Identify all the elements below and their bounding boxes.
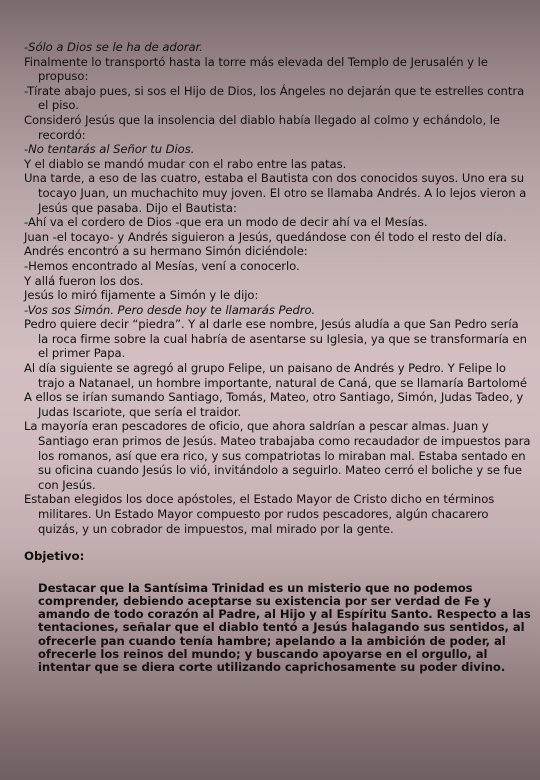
document-text	[24, 40, 532, 674]
paragraph: Y el diablo se mandó mudar con el rabo entre las patas.	[24, 156, 347, 171]
paragraph: Y allá fueron los dos.	[24, 273, 144, 288]
paragraph: A ellos se irían sumando Santiago, Tomás, Mateo, otro Santiago, Simón, Judas Tadeo, y Judas Iscariote, que sería el traidor.	[24, 390, 524, 419]
paragraph: Jesús lo miró fijamente a Simón y le dijo:	[24, 288, 259, 303]
paragraph: Consideró Jesús que la insolencia del diablo había llegado al colmo y echándolo, le recordó:	[24, 112, 500, 142]
paragraph: -No tentarás al Señor tu Dios.	[24, 142, 195, 157]
paragraph: -Hemos encontrado al Mesías, vení a conocerlo.	[24, 258, 300, 273]
paragraph: Una tarde, a eso de las cuatro, estaba el Bautista con dos conocidos suyos. Uno era su tocayo Juan, un muchachito muy joven. El otro se llamaba Andrés. A lo lejos vieron a Jesús que pasaba. Dijo el Bautista:	[24, 171, 527, 215]
objective-heading: Objetivo:	[24, 549, 85, 564]
paragraph: -Sólo a Dios se le ha de adorar.	[24, 40, 203, 54]
paragraph: -Ahí va el cordero de Dios -que era un modo de decir ahí va el Mesías.	[24, 215, 428, 230]
paragraph: Estaban elegidos los doce apóstoles, el Estado Mayor de Cristo dicho en términos militares. Un Estado Mayor compuesto por rudos pescadores, algún chacarero quizás, y un cobrador de impuestos, mal mirado por la gente.	[24, 492, 495, 536]
paragraph: La mayoría eran pescadores de oficio, que ahora saldrían a pescar almas. Juan y Santiago eran primos de Jesús. Mateo trabajaba como recaudador de impuestos para los romanos, así que era rico, y sus compatriotas lo miraban mal. Estaba sentado en su oficina cuando Jesús lo vió, invitándolo a seguirlo. Mateo cerró el boliche y se fue con Jesús.	[24, 419, 531, 492]
story-paragraphs	[24, 40, 532, 536]
paragraph: -Tírate abajo pues, si sos el Hijo de Dios, los Ángeles no dejarán que te estrelles contra el piso.	[24, 83, 525, 113]
paragraph: Pedro quiere decir “piedra”. Y al darle ese nombre, Jesús aludía a que San Pedro sería la roca firme sobre la cual habría de asentarse su Iglesia, ya que se transformaría en el primer Papa.	[24, 317, 527, 361]
paragraph: Al día siguiente se agregó al grupo Felipe, un paisano de Andrés y Pedro. Y Felipe lo trajo a Natanael, un hombre importante, natural de Caná, que se llamaría Bartolomé	[24, 361, 527, 390]
objective-body: Destacar que la Santísima Trinidad es un misterio que no podemos comprender, debiendo aceptarse su existencia por ser verdad de Fe y amando de todo corazón al Padre, al Hijo y al Espíritu Santo. Respecto a las tentaciones, señalar que el diablo tentó a Jesús halagando sus sentidos, al ofrecerle pan cuando tenía hambre; apelando a la ambición de poder, al ofrecerle los reinos del mundo; y buscando apoyarse en el orgullo, al intentar que se diera corte utilizando caprichosamente su poder divino.	[38, 580, 531, 674]
paragraph: Finalmente lo transportó hasta la torre más elevada del Templo de Jerusalén y le propuso:	[24, 54, 488, 84]
paragraph: Andrés encontró a su hermano Simón diciéndole:	[24, 244, 308, 259]
paragraph: -Vos sos Simón. Pero desde hoy te llamarás Pedro.	[24, 302, 316, 317]
paragraph: Juan -el tocayo- y Andrés siguieron a Jesús, quedándose con él todo el resto del día.	[24, 229, 507, 244]
